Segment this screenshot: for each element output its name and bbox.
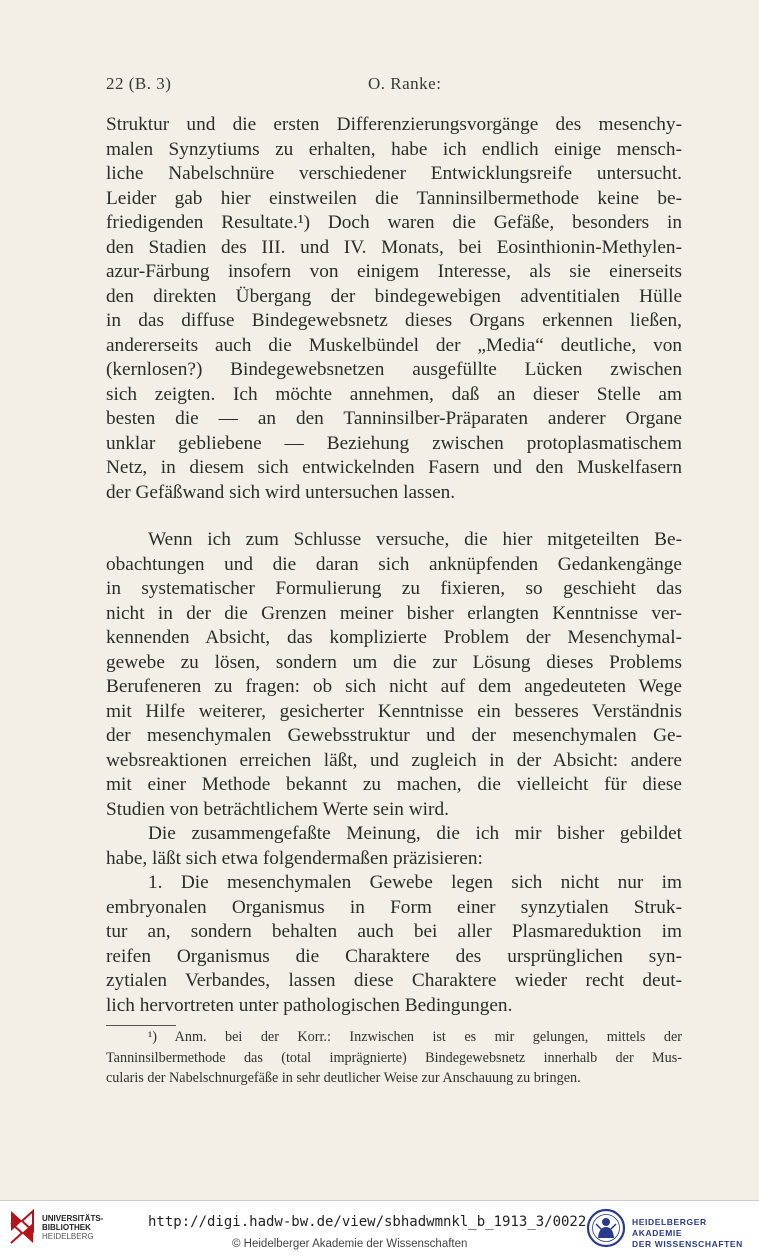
text-line: embryonalen Organismus in Form einer synzytialen Struk-	[106, 896, 682, 918]
body-text	[106, 113, 682, 1018]
ub-line-1: UNIVERSITÄTS-	[42, 1214, 104, 1223]
text-line: obachtungen und die daran sich anknüpfenden Gedankengänge	[106, 553, 682, 575]
academy-line-1: HEIDELBERGER AKADEMIE	[632, 1217, 707, 1238]
text-line: friedigenden Resultate.¹) Doch waren die Gefäße, besonders in	[106, 212, 682, 233]
text-line: in das diffuse Bindegewebsnetz dieses Organs erkennen ließen,	[106, 310, 682, 331]
text-line: Struktur und die ersten Differenzierungsvorgänge des mesenchy-	[106, 114, 682, 135]
text-line: Berufeneren zu fragen: ob sich nicht auf dem angedeuteten Wege	[106, 676, 682, 697]
text-line: Wenn ich zum Schlusse versuche, die hier mitgeteilten Be-	[148, 529, 682, 550]
text-line: malen Synzytiums zu erhalten, habe ich endlich einige mensch-	[106, 138, 682, 160]
text-line: Leider gab hier einstweilen die Tanninsilbermethode keine be-	[106, 187, 682, 209]
footnote-rule	[106, 1025, 176, 1026]
paragraph-2	[106, 528, 682, 822]
academy-line-2: DER WISSENSCHAFTEN	[632, 1239, 743, 1249]
text-line: kennenden Absicht, das komplizierte Problem der Mesenchymal-	[106, 627, 682, 648]
text-line: besten die — an den Tanninsilber-Präparaten anderer Organe	[106, 408, 682, 429]
viewer-footer	[0, 1200, 759, 1256]
text-line: nicht in der die Grenzen meiner bisher erlangten Kenntnisse ver-	[106, 602, 682, 624]
text-line: (kernlosen?) Bindegewebsnetzen ausgefüllte Lücken zwischen	[106, 359, 682, 380]
text-line: liche Nabelschnüre verschiedener Entwicklungsreife untersucht.	[106, 163, 682, 184]
text-line: ¹) Anm. bei der Korr.: Inzwischen ist es mir gelungen, mittels der	[148, 1029, 682, 1045]
document-url[interactable]: http://digi.hadw-bw.de/view/sbhadwmnkl_b_1913_3/0022	[148, 1214, 587, 1230]
text-line: den Stadien des III. und IV. Monats, bei Eosinthionin-Methylen-	[106, 236, 682, 258]
university-library-logo-icon[interactable]	[8, 1209, 36, 1245]
text-line: mit Hilfe weiterer, gesicherter Kenntnisse ein besseres Verständnis	[106, 700, 682, 722]
text-line: azur-Färbung insofern von einigem Interesse, als sie einerseits	[106, 261, 682, 282]
text-line: cularis der Nabelschnurgefäße in sehr deutlicher Weise zur Anschauung zu bringen.	[106, 1070, 581, 1086]
text-line: der mesenchymalen Gewebsstruktur und der mesenchymalen Ge-	[106, 725, 682, 746]
text-line: Tanninsilbermethode das (total imprägnierte) Bindegewebsnetz innerhalb der Mus-	[106, 1049, 682, 1066]
paragraph-4	[106, 871, 682, 1018]
footnote	[106, 1027, 682, 1089]
copyright-notice: © Heidelberger Akademie der Wissenschaften	[232, 1238, 468, 1250]
text-line: der Gefäßwand sich wird untersuchen lassen.	[106, 481, 456, 503]
text-line: lich hervortreten unter pathologischen Bedingungen.	[106, 994, 513, 1016]
text-line: den direkten Übergang der bindegewebigen adventitialen Hülle	[106, 285, 682, 307]
text-line: sich zeigten. Ich möchte annehmen, daß an dieser Stelle am	[106, 383, 682, 405]
text-line: Netz, in diesem sich entwickelnden Fasern und den Muskelfasern	[106, 457, 682, 478]
text-line: mit einer Methode bekannt zu machen, die vielleicht für diese	[106, 774, 682, 795]
page-reference: 22 (B. 3)	[106, 74, 172, 93]
academy-seal-icon[interactable]	[586, 1207, 626, 1249]
author-name: O. Ranke:	[368, 74, 442, 93]
paragraph-gap	[106, 505, 682, 528]
text-line: habe, läßt sich etwa folgendermaßen präzisieren:	[106, 847, 483, 869]
text-line: Studien von beträchtlichem Werte sein wird.	[106, 798, 449, 820]
ub-line-3: HEIDELBERG	[42, 1232, 94, 1241]
text-line: websreaktionen erreichen läßt, und zugleich in der Absicht: andere	[106, 749, 682, 771]
paragraph-1	[106, 113, 682, 505]
text-line: gewebe zu lösen, sondern um die zur Lösung dieses Problems	[106, 651, 682, 673]
academy-label	[632, 1217, 759, 1250]
text-line: unklar gebliebene — Beziehung zwischen protoplasmatischem	[106, 432, 682, 454]
text-line: in systematischer Formulierung zu fixieren, so geschieht das	[106, 578, 682, 599]
text-line: tur an, sondern behalten auch bei aller Plasmareduktion im	[106, 921, 682, 942]
university-library-label	[42, 1214, 103, 1241]
text-line: 1. Die mesenchymalen Gewebe legen sich nicht nur im	[148, 872, 682, 893]
text-line: reifen Organismus die Charaktere des ursprünglichen syn-	[106, 945, 682, 967]
paragraph-3	[106, 822, 682, 871]
text-line: Die zusammengefaßte Meinung, die ich mir bisher gebildet	[148, 823, 682, 844]
text-line: andererseits auch die Muskelbündel der „Media“ deutliche, von	[106, 334, 682, 356]
text-line: zytialen Verbandes, lassen diese Charaktere wieder recht deut-	[106, 970, 682, 991]
ub-line-2: BIBLIOTHEK	[42, 1223, 91, 1232]
